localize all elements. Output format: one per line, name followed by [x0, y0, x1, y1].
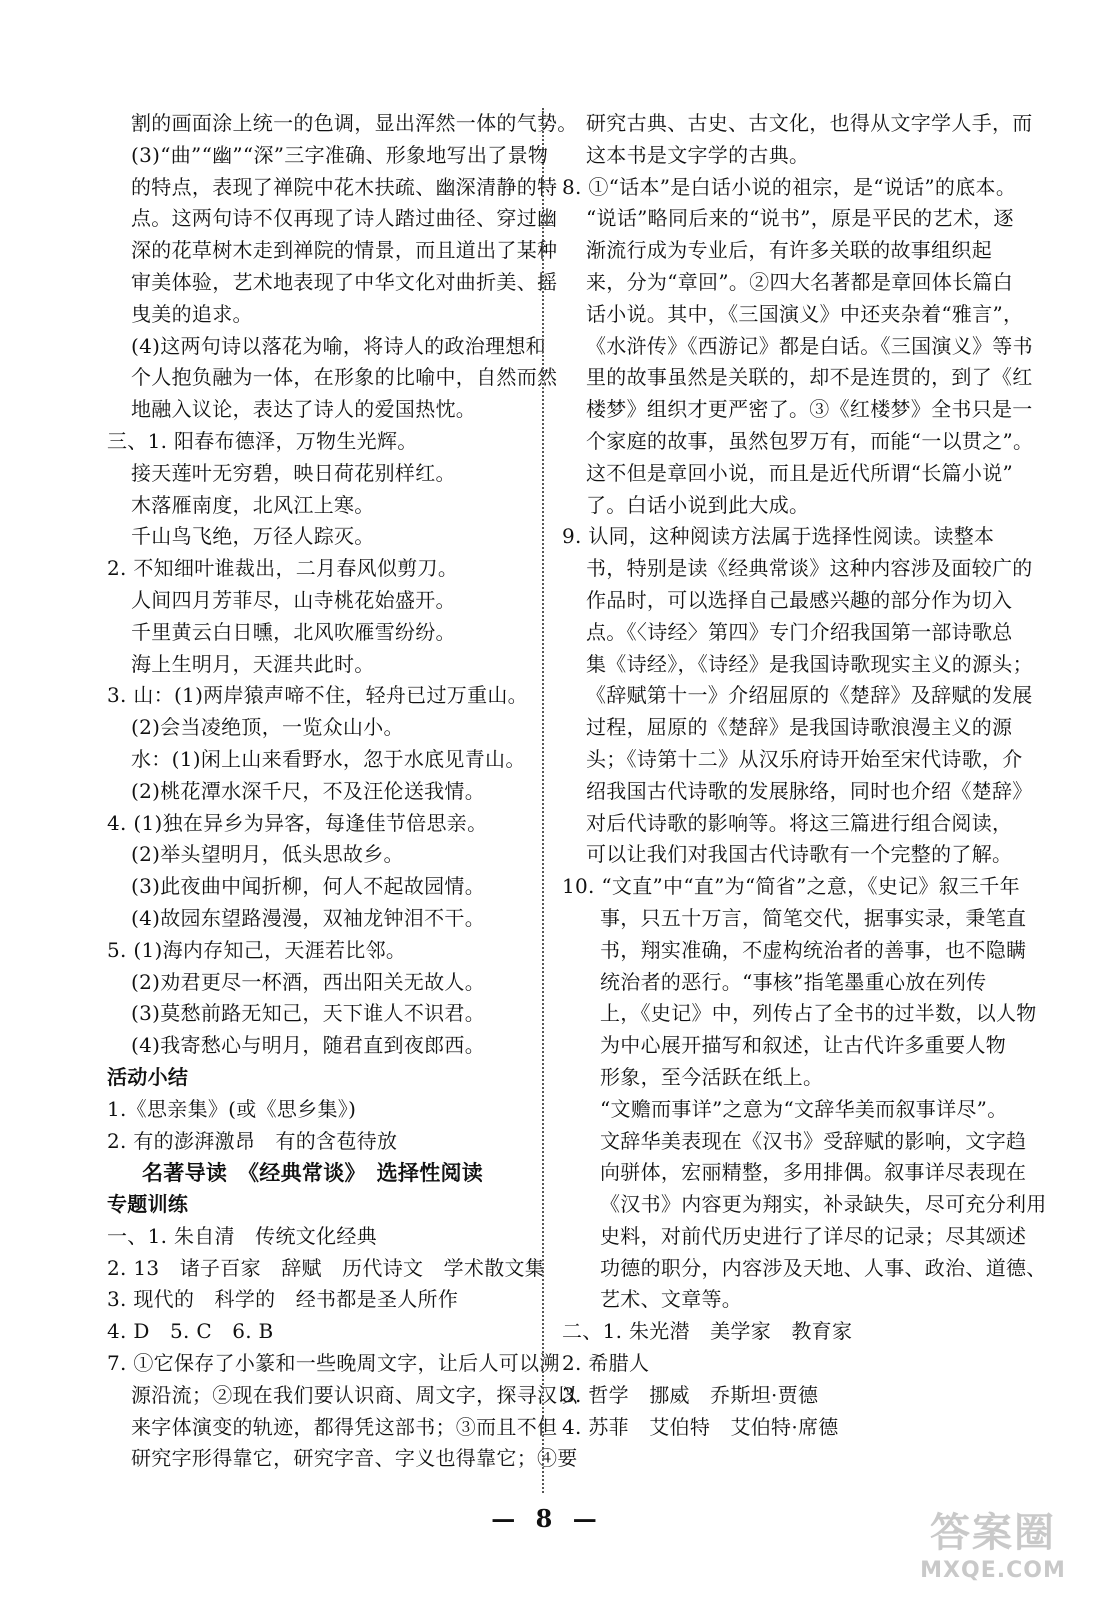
text-line: 人间四月芳菲尽，山寺桃花始盛开。 [131, 587, 456, 612]
text-line: 了。白话小说到此大成。 [586, 492, 810, 517]
text-line: 9. 认同，这种阅读方法属于选择性阅读。读整本 [562, 524, 995, 549]
section-heading: 名著导读 《经典常谈》 选择性阅读 [142, 1160, 484, 1186]
text-line: 7. ①它保存了小篆和一些晚周文字，让后人可以溯 [107, 1351, 560, 1376]
watermark-logo-text: 答案圈 [930, 1510, 1056, 1556]
text-line: 研究古典、古史、古文化，也得从文字学人手，而 [586, 111, 1033, 135]
text-line: 楼梦》组织才更严密了。③《红楼梦》全书只是一 [586, 397, 1033, 422]
watermark-logo [898, 1508, 1088, 1594]
text-line: 审美体验，艺术地表现了中华文化对曲折美、摇 [131, 269, 558, 294]
text-line: 上，《史记》中，列传占了全书的过半数，以人物 [600, 1001, 1037, 1026]
text-line: (3)“曲”“幽”“深”三字准确、形象地写出了景物 [131, 142, 549, 167]
text-line: 的特点，表现了禅院中花木扶疏、幽深清静的特 [131, 174, 558, 199]
text-line: 集《诗经》，《诗经》是我国诗歌现实主义的源头； [586, 651, 1033, 676]
text-line: 书，翔实准确，不虚构统治者的善事，也不隐瞒 [600, 937, 1027, 962]
text-line: 里的故事虽然是关联的，却不是连贯的，到了《红 [586, 365, 1033, 390]
text-line: 个家庭的故事，虽然包罗万有，而能“一以贯之”。 [586, 428, 1034, 453]
text-line: 过程，屈原的《楚辞》是我国诗歌浪漫主义的源 [586, 715, 1013, 740]
text-line: 头；《诗第十二》从汉乐府诗开始至宋代诗歌，介 [586, 746, 1023, 771]
text-line: (2)桃花潭水深千尺，不及汪伦送我情。 [131, 778, 486, 803]
text-line: 5. (1)海内存知己，天涯若比邻。 [107, 937, 407, 962]
text-line: 对后代诗歌的影响等。将这三篇进行组合阅读， [586, 810, 1013, 835]
text-line: (2)劝君更尽一杯酒，西出阳关无故人。 [131, 969, 486, 994]
text-line: (4)故园东望路漫漫，双袖龙钟泪不干。 [131, 905, 486, 930]
right-column [562, 108, 1047, 1443]
text-line: 个人抱负融为一体，在形象的比喻中，自然而然 [131, 365, 558, 390]
text-line: 8. ①“话本”是白话小说的祖宗，是“说话”的底本。 [562, 174, 1017, 199]
text-line: 深的花草树木走到禅院的情景，而且道出了某种 [131, 238, 558, 263]
text-line: 3. 哲学 挪威 乔斯坦·贾德 [562, 1382, 819, 1407]
text-line: 事，只五十万言，简笔交代，据事实录，秉笔直 [600, 905, 1027, 930]
text-line: (3)此夜曲中闻折柳，何人不起故园情。 [131, 874, 486, 899]
text-line: 话小说。其中，《三国演义》中还夹杂着“雅言”， [586, 301, 1024, 326]
left-column [107, 108, 578, 1475]
text-line: 源沿流；②现在我们要认识商、周文字，探寻汉以 [131, 1382, 578, 1407]
text-line: 2. 不知细叶谁裁出，二月春风似剪刀。 [107, 556, 459, 581]
text-line: 渐流行成为专业后，有许多关联的故事组织起 [586, 238, 992, 263]
text-line: 三、1. 阳春布德泽，万物生光辉。 [107, 428, 418, 453]
text-line: 文辞华美表现在《汉书》受辞赋的影响，文字趋 [600, 1128, 1027, 1153]
text-line: 割的画面涂上统一的色调，显出浑然一体的气势。 [131, 111, 578, 135]
text-line: 千山鸟飞绝，万径人踪灭。 [131, 524, 375, 549]
text-line: 地融入议论，表达了诗人的爱国热忱。 [131, 397, 477, 422]
text-line: 功德的职分，内容涉及天地、人事、政治、道德、 [600, 1255, 1047, 1280]
column-divider [542, 108, 544, 1493]
text-line: 10. “文直”中“直”为“简省”之意，《史记》叙三千年 [562, 874, 1020, 899]
text-line: 一、1. 朱自清 传统文化经典 [107, 1223, 377, 1248]
watermark-url: MXQE.COM [920, 1558, 1066, 1583]
text-line: 作品时，可以选择自己最感兴趣的部分作为切入 [586, 587, 1013, 612]
text-line: 绍我国古代诗歌的发展脉络，同时也介绍《楚辞》 [586, 778, 1033, 803]
text-line: 2. 希腊人 [562, 1351, 650, 1376]
text-line: 千里黄云白日曛，北风吹雁雪纷纷。 [131, 619, 456, 644]
text-line: 来字体演变的轨迹，都得凭这部书；③而且不但 [131, 1414, 558, 1439]
text-line: “文赡而事详”之意为“文辞华美而叙事详尽”。 [600, 1096, 1008, 1121]
text-line: 来，分为“章回”。②四大名著都是章回体长篇白 [586, 269, 1014, 294]
text-line: 研究字形得靠它，研究字音、字义也得靠它；④要 [131, 1446, 578, 1471]
text-line: 2. 有的澎湃激昂 有的含苞待放 [107, 1128, 398, 1153]
text-line: (2)举头望明月，低头思故乡。 [131, 842, 404, 867]
text-line: 为中心展开描写和叙述，让古代许多重要人物 [600, 1033, 1006, 1058]
text-line: 4. D 5. C 6. B [107, 1319, 274, 1344]
text-line: 4. 苏菲 艾伯特 艾伯特·席德 [562, 1414, 839, 1439]
text-line: 可以让我们对我国古代诗歌有一个完整的了解。 [586, 842, 1013, 867]
text-line: 3. 现代的 科学的 经书都是圣人所作 [107, 1287, 459, 1312]
text-line: “说话”略同后来的“说书”，原是平民的艺术，逐 [586, 206, 1014, 231]
text-line: 这不但是章回小说，而且是近代所谓“长篇小说” [586, 460, 1014, 485]
text-line: 活动小结 [107, 1064, 189, 1089]
text-line: 海上生明月，天涯共此时。 [131, 651, 375, 676]
text-line: 4. (1)独在异乡为异客，每逢佳节倍思亲。 [107, 810, 488, 835]
text-line: 艺术、文章等。 [600, 1287, 743, 1312]
text-line: 统治者的恶行。“事核”指笔墨重心放在列传 [600, 969, 987, 994]
text-line: 《水浒传》《西游记》都是白话。《三国演义》等书 [586, 333, 1033, 358]
text-line: 木落雁南度，北风江上寒。 [131, 492, 375, 517]
text-line: 这本书是文字学的古典。 [586, 142, 810, 167]
text-line: (4)这两句诗以落花为喻，将诗人的政治理想和 [131, 333, 546, 358]
text-line: 3. 山：(1)两岸猿声啼不住，轻舟已过万重山。 [107, 683, 528, 708]
text-line: 史料，对前代历史进行了详尽的记录；尽其颂述 [600, 1223, 1027, 1248]
text-line: (3)莫愁前路无知己，天下谁人不识君。 [131, 1001, 486, 1026]
text-line: 形象，至今活跃在纸上。 [600, 1064, 824, 1089]
text-line: 点。《〈诗经〉第四》专门介绍我国第一部诗歌总 [586, 619, 1013, 644]
text-line: 专题训练 [107, 1192, 189, 1217]
text-line: 二、1. 朱光潜 美学家 教育家 [562, 1319, 853, 1344]
text-line: 水：(1)闲上山来看野水，忽于水底见青山。 [131, 746, 526, 771]
text-line: 1.《思亲集》(或《思乡集》) [107, 1096, 357, 1121]
text-line: 书，特别是读《经典常谈》这种内容涉及面较广的 [586, 556, 1033, 581]
text-line: (2)会当凌绝顶，一览众山小。 [131, 715, 404, 740]
text-line: 曳美的追求。 [131, 301, 253, 326]
text-line: (4)我寄愁心与明月，随君直到夜郎西。 [131, 1033, 486, 1058]
text-line: 点。这两句诗不仅再现了诗人踏过曲径、穿过幽 [131, 206, 558, 231]
page-number: — 8 — [491, 1504, 603, 1533]
text-line: 《汉书》内容更为翔实，补录缺失，尽可充分利用 [600, 1192, 1047, 1217]
text-line: 接天莲叶无穷碧，映日荷花别样红。 [131, 460, 456, 485]
text-line: 向骈体，宏丽精整，多用排偶。叙事详尽表现在 [600, 1160, 1027, 1185]
text-line: 2. 13 诸子百家 辞赋 历代诗文 学术散文集 [107, 1255, 546, 1280]
text-line: 《辞赋第十一》介绍屈原的《楚辞》及辞赋的发展 [586, 683, 1033, 708]
